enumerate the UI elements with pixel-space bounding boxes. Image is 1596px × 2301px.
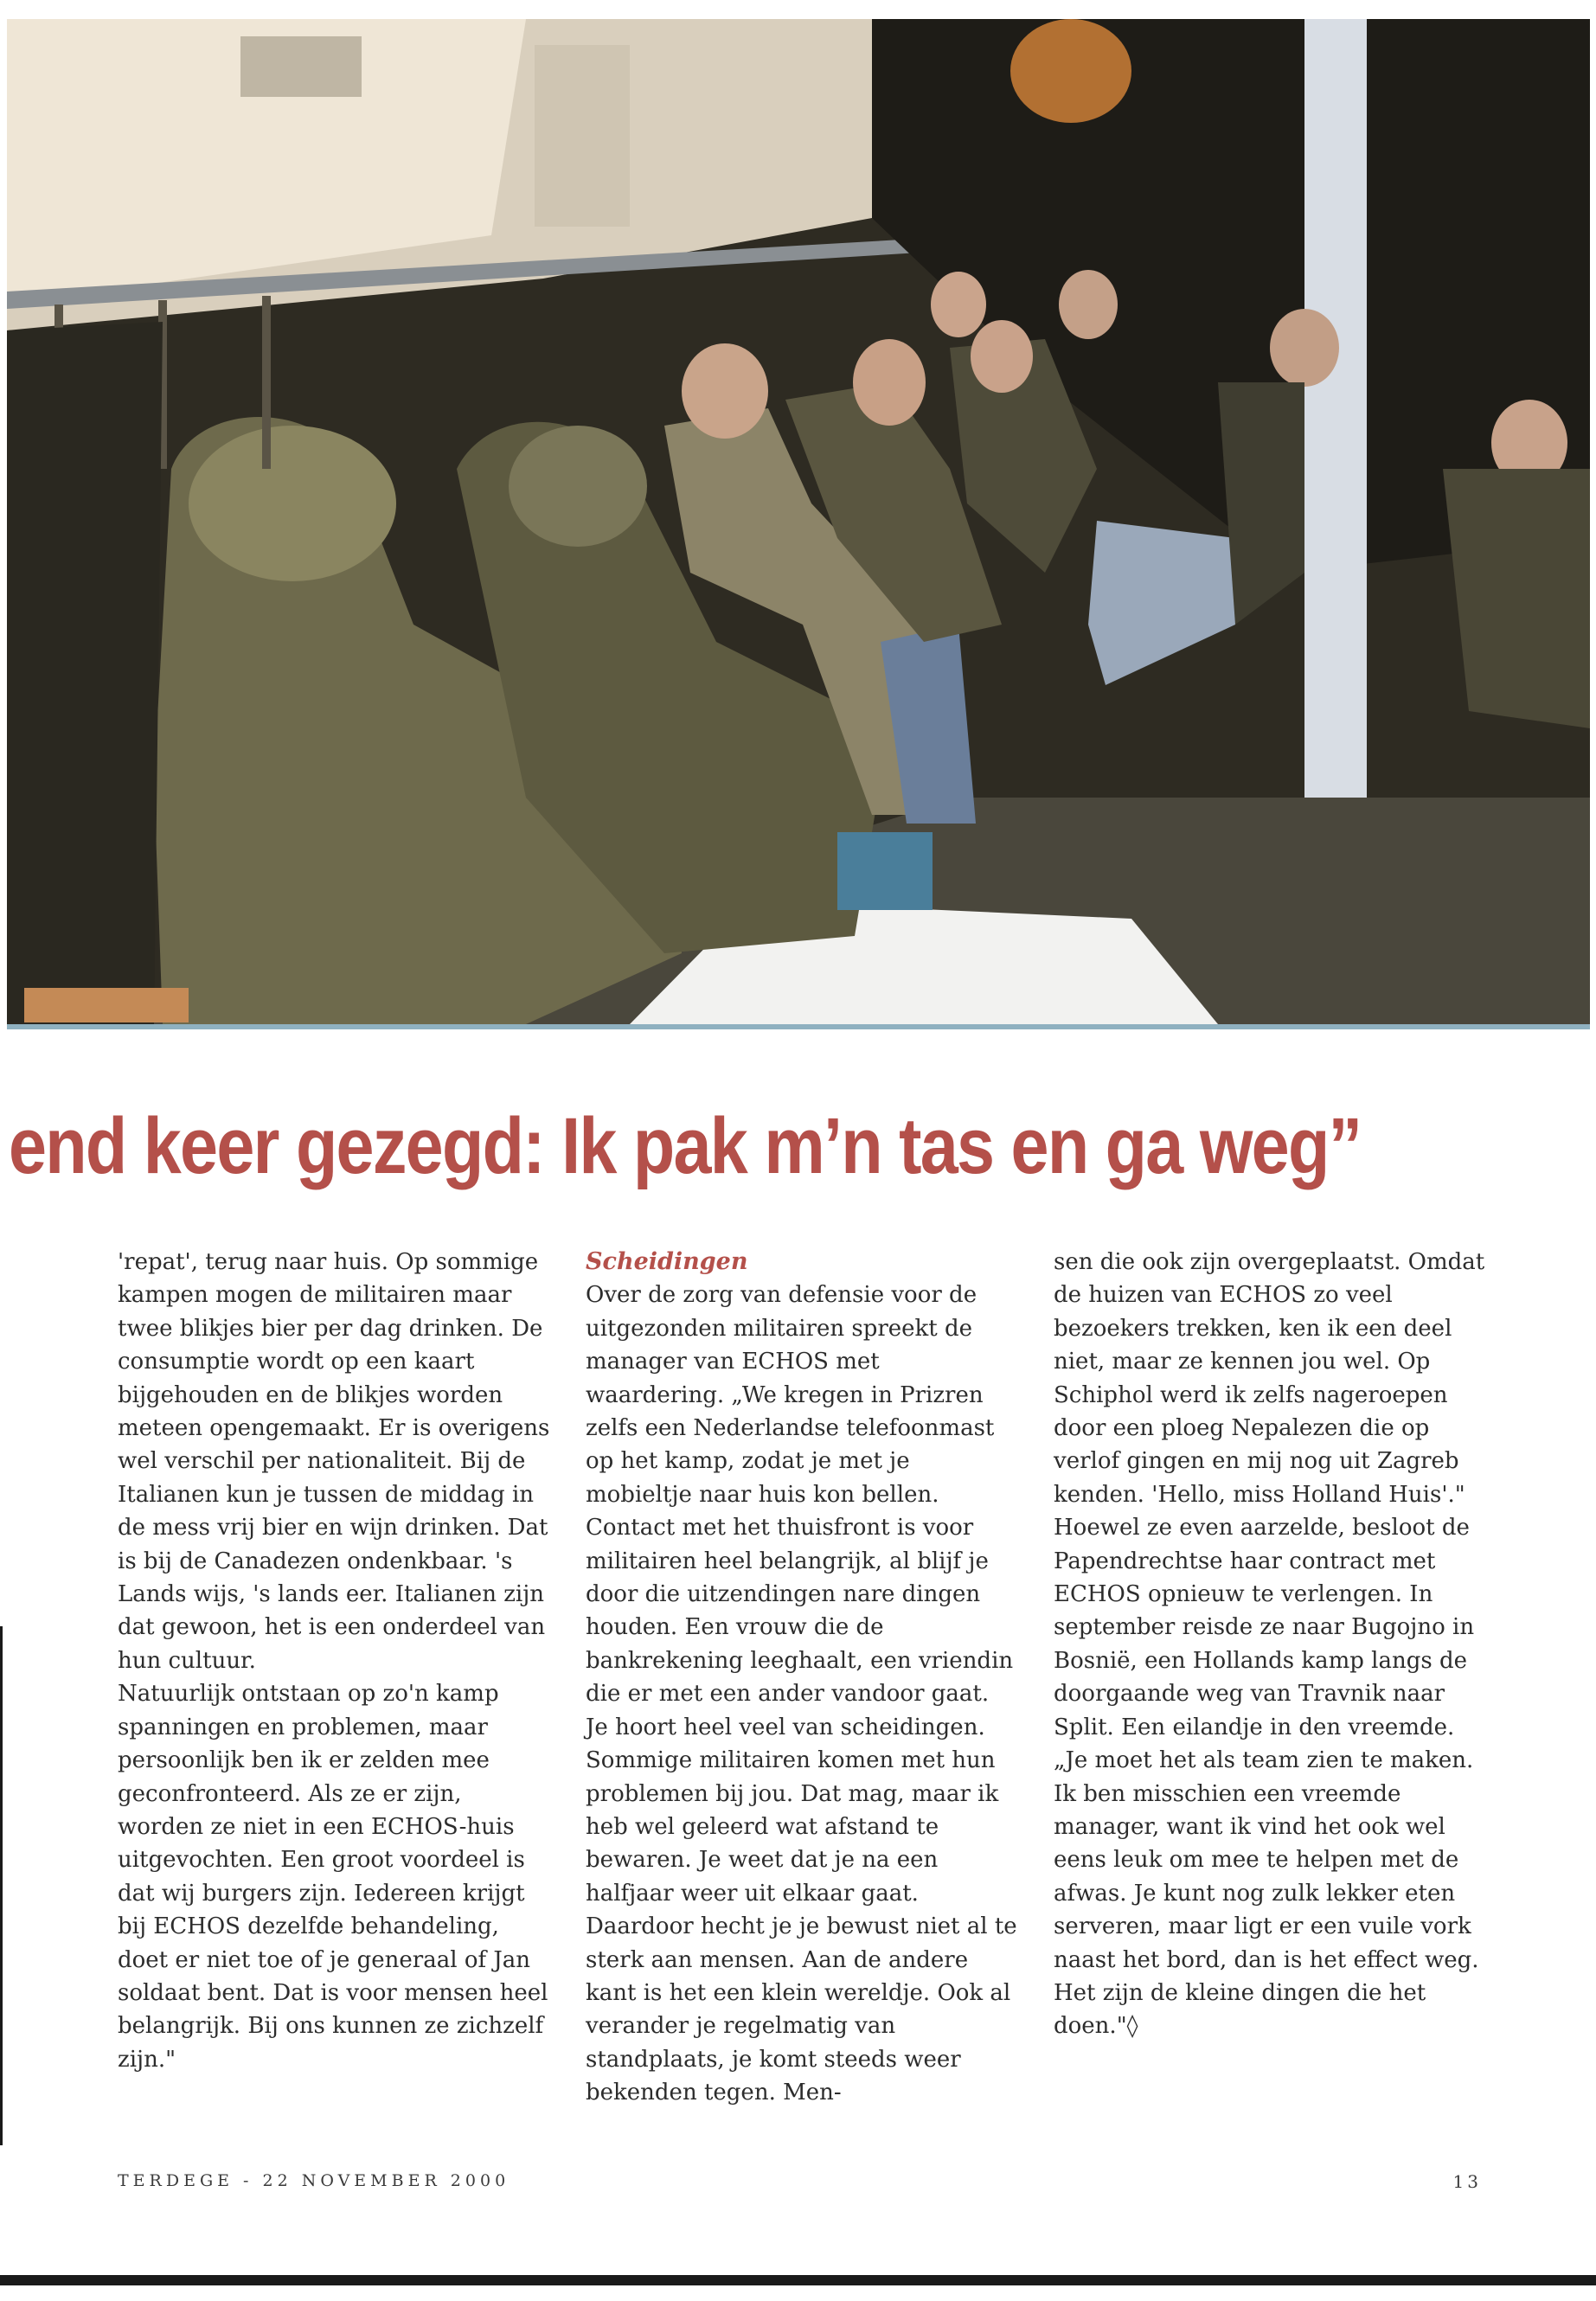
paragraph: 'repat', terug naar huis. Op sommige kampen mogen de militairen maar twee blikjes bier per dag drinken. De consumptie wordt op een kaart bijgehouden en de blikjes worden meteen opengemaakt. Er is overigens wel verschil per nationaliteit. Bij de Italianen kun je tussen de middag in de mess vrij bier en wijn drinken. Dat is bij de Canadezen ondenkbaar. 's Lands wijs, 's lands eer. Italianen zijn dat gewoon, het is een onderdeel van hun cultuur. bbox=[118, 1249, 550, 1674]
article-column-2 bbox=[586, 1246, 1018, 2110]
subheading: Scheidingen bbox=[586, 1248, 748, 1275]
paragraph: Hoewel ze even aarzelde, besloot de Papendrechtse haar contract met ECHOS opnieuw te verlengen. In september reisde ze naar Bugojno in Bosnië, een Hollands kamp langs de doorgaande weg van Travnik naar Split. Een eilandje in den vreemde. „Je moet het als team zien te maken. Ik ben misschien een vreemde manager, want ik vind het ook wel eens leuk om mee te helpen met de afwas. Je kunt nog zulk lekker eten serveren, maar ligt er een vuile vork naast het bord, dan is het effect weg. Het zijn de kleine dingen die het doen."◊ bbox=[1054, 1515, 1479, 2040]
paragraph: sen die ook zijn overgeplaatst. Omdat de huizen van ECHOS zo veel bezoekers trekken, ken ik een deel niet, maar ze kennen jou wel. Op Schiphol werd ik zelfs nageroepen door een ploeg Nepalezen die op verlof gingen en mij nog uit Zagreb kenden. 'Hello, miss Holland Huis'." bbox=[1054, 1249, 1485, 1508]
footer-publication: TERDEGE - 22 NOVEMBER 2000 bbox=[118, 2171, 510, 2190]
photo-soldiers-in-aircraft-icon bbox=[7, 19, 1590, 1024]
paragraph: Natuurlijk ontstaan op zo'n kamp spanningen en problemen, maar persoonlijk ben ik er zelden mee geconfronteerd. Als ze er zijn, worden ze niet in een ECHOS-huis uitgevochten. Een groot voordeel is dat wij burgers zijn. Iedereen krijgt bij ECHOS dezelfde behandeling, doet er niet toe of je generaal of Jan soldaat bent. Dat is voor mensen heel belangrijk. Bij ons kunnen ze zichzelf zijn." bbox=[118, 1681, 548, 2073]
photo-divider-rule bbox=[7, 1024, 1590, 1029]
page-bottom-bar bbox=[0, 2275, 1596, 2285]
scan-edge bbox=[0, 1626, 3, 2145]
article-column-3 bbox=[1054, 1246, 1486, 2043]
headline: end keer gezegd: Ik pak m’n tas en ga weg” bbox=[9, 1102, 1362, 1190]
article-photo bbox=[7, 19, 1590, 1024]
paragraph: Over de zorg van defensie voor de uitgezonden militairen spreekt de manager van ECHOS met waardering. „We kregen in Prizren zelfs een Nederlandse telefoonmast op het kamp, zodat je met je mobieltje naar huis kon bellen. Contact met het thuisfront is voor militairen heel belangrijk, al blijf je door die uitzendingen nare dingen houden. Een vrouw die de bankrekening leeghaalt, een vriendin die er met een ander vandoor gaat. Je hoort heel veel van scheidingen. Sommige militairen komen met hun problemen bij jou. Dat mag, maar ik heb wel geleerd wat afstand te bewaren. Je weet dat je na een halfjaar weer uit elkaar gaat. Daardoor hecht je je bewust niet al te sterk aan mensen. Aan de andere kant is het een klein wereldje. Ook al verander je regelmatig van standplaats, je komt steeds weer bekenden tegen. Men- bbox=[586, 1282, 1017, 2106]
page-number: 13 bbox=[1452, 2171, 1482, 2192]
article-column-1 bbox=[118, 1246, 550, 2076]
